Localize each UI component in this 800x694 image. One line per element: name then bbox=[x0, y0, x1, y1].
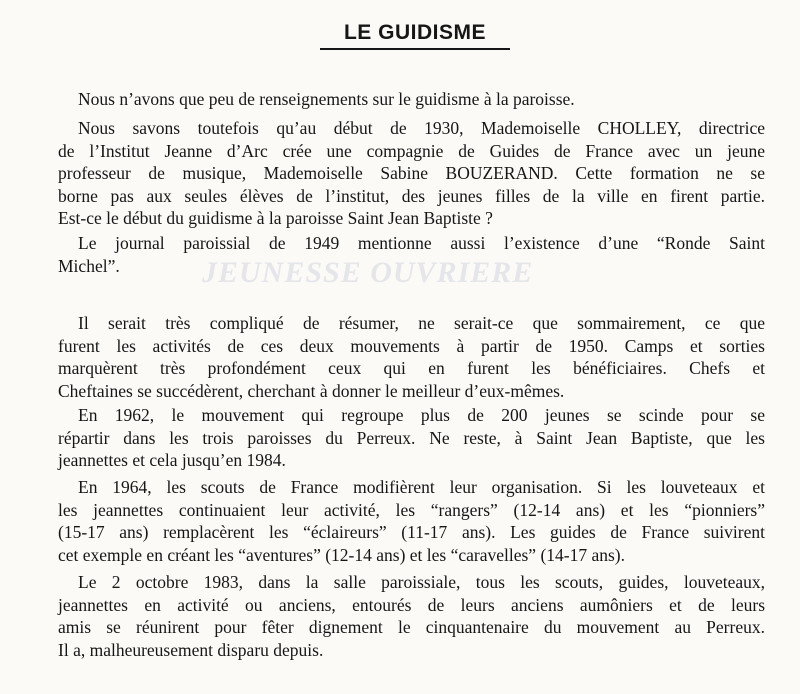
paragraph-line: En 1964, les scouts de France modifièrent leur organisation. Si les louveteaux et bbox=[78, 477, 765, 497]
paragraph-5 bbox=[58, 404, 765, 472]
paragraph-line: Il serait très compliqué de résumer, ne serait-ce que sommairement, ce que bbox=[78, 313, 765, 333]
paragraph-line: jeannettes et cela jusqu’en 1984. bbox=[58, 450, 286, 470]
paragraph-line: Cheftaines se succédèrent, cherchant à donner le meilleur d’eux-mêmes. bbox=[58, 380, 565, 401]
paragraph-line: Michel”. bbox=[58, 255, 120, 276]
page-title: LE GUIDISME bbox=[320, 20, 510, 50]
paragraph-line: les jeannettes continuaient leur activité, les “rangers” (12-14 ans) et les “pionniers” bbox=[58, 499, 765, 520]
paragraph-line: répartir dans les trois paroisses du Perreux. Ne reste, à Saint Jean Baptiste, que les bbox=[58, 427, 765, 448]
paragraph-line: (15-17 ans) remplacèrent les “éclaireurs” (11-17 ans). Les guides de France suivirent bbox=[58, 522, 765, 542]
paragraph-line: Nous savons toutefois qu’au début de 1930, Mademoiselle CHOLLEY, directrice bbox=[78, 118, 765, 138]
paragraph-line: professeur de musique, Mademoiselle Sabine BOUZERAND. Cette formation ne se bbox=[58, 163, 765, 183]
paragraph-line: Il a, malheureusement disparu depuis. bbox=[58, 639, 324, 660]
paragraph-3 bbox=[58, 232, 765, 277]
paragraph-line: Le 2 octobre 1983, dans la salle paroissiale, tous les scouts, guides, louveteaux, bbox=[78, 572, 765, 592]
paragraph-4 bbox=[58, 312, 765, 402]
paragraph-line: Est-ce le début du guidisme à la paroisse Saint Jean Baptiste ? bbox=[58, 208, 493, 228]
paragraph-line: Nous n’avons que peu de renseignements sur le guidisme à la paroisse. bbox=[78, 89, 575, 109]
paragraph-line: jeannettes en activité ou anciens, entourés de leurs anciens aumôniers et de leurs bbox=[58, 594, 765, 615]
paragraph-line: marquèrent très profondément ceux qui en furent les bénéficiaires. Chefs et bbox=[58, 358, 765, 378]
paragraph-line: borne pas aux seules élèves de l’institut, des jeunes filles de la ville en firent partie. bbox=[58, 185, 765, 206]
paragraph-1 bbox=[58, 88, 765, 111]
paragraph-line: furent les activités de ces deux mouvements à partir de 1950. Camps et sorties bbox=[58, 335, 765, 356]
paragraph-7 bbox=[58, 571, 765, 661]
bleed-through-heading: JEUNESSE OUVRIERE bbox=[202, 256, 534, 289]
paragraph-line: En 1962, le mouvement qui regroupe plus de 200 jeunes se scinde pour se bbox=[78, 405, 765, 425]
paragraph-line: de l’Institut Jeanne d’Arc crée une compagnie de Guides de France avec un jeune bbox=[58, 140, 765, 161]
paragraph-line: cet exemple en créant les “aventures” (12-14 ans) et les “caravelles” (14-17 ans). bbox=[58, 544, 626, 565]
paragraph-2 bbox=[58, 117, 765, 230]
paragraph-line: amis se réunirent pour fêter dignement le cinquantenaire du mouvement au Perreux. bbox=[58, 617, 765, 637]
paragraph-6 bbox=[58, 476, 765, 566]
paragraph-line: Le journal paroissial de 1949 mentionne aussi l’existence d’une “Ronde Saint bbox=[78, 233, 765, 253]
